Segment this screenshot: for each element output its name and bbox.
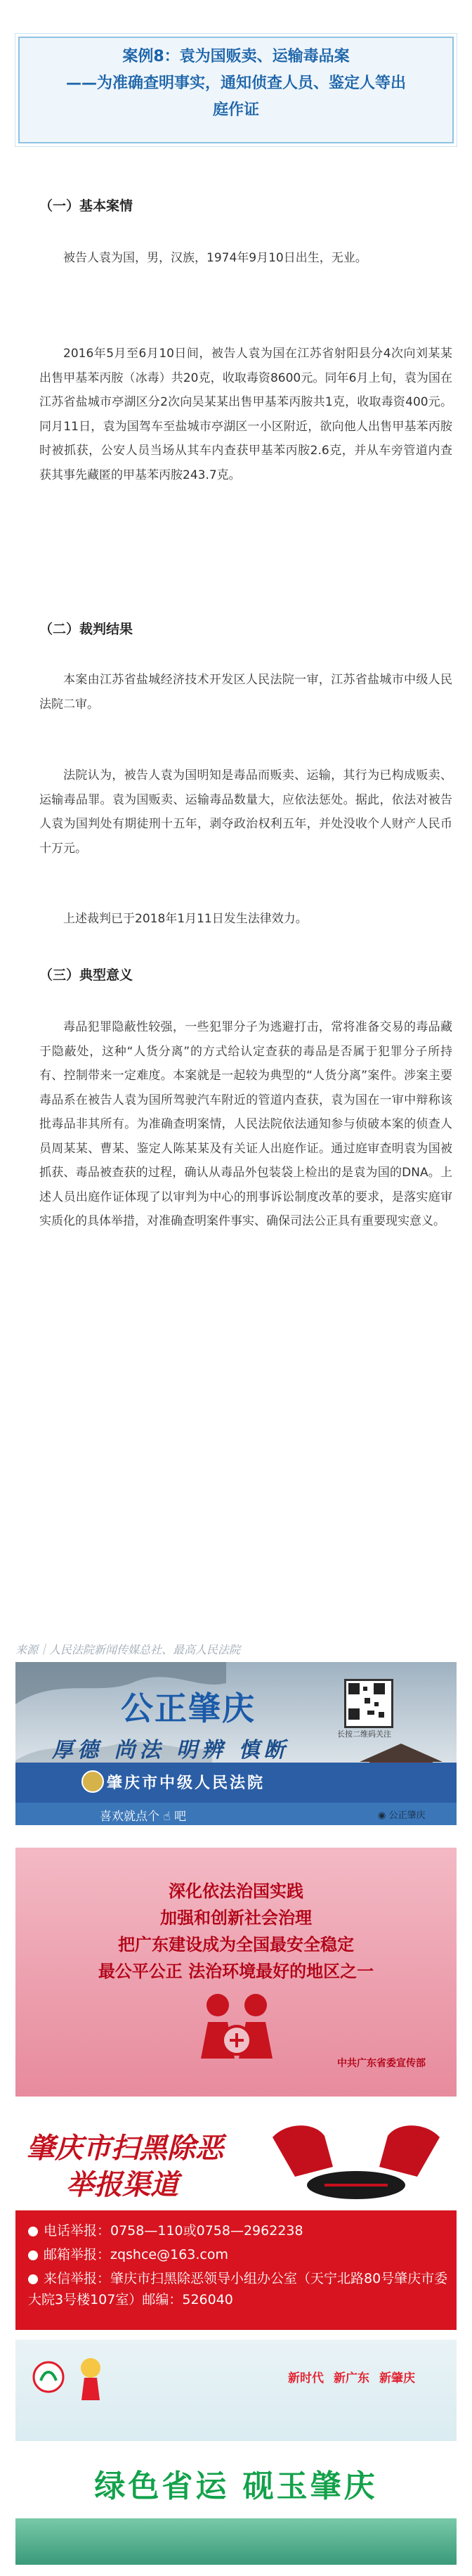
slogan-line-4: 最公平公正 法治环境最好的地区之一 xyxy=(98,1962,374,1981)
phone-report-text: 电话举报：0758—110或0758—2962238 xyxy=(44,2223,303,2239)
email-icon xyxy=(28,2250,38,2260)
section-heading-significance: （三）典型意义 xyxy=(39,967,133,983)
provincial-games-banner[interactable] xyxy=(15,2340,457,2565)
envelope-icon xyxy=(28,2274,38,2284)
article-subtitle-line2: 庭作证 xyxy=(212,101,259,119)
rule-of-law-poster[interactable] xyxy=(15,1848,457,2097)
account-handle-text: 公正肇庆 xyxy=(388,1810,426,1821)
article-title-box xyxy=(18,37,454,143)
anti-crime-report-banner[interactable] xyxy=(15,2111,457,2330)
phone-icon xyxy=(28,2227,38,2236)
section-heading-facts: （一）基本案情 xyxy=(39,198,133,214)
article-source: 来源｜人民法院新闻传媒总社、最高人民法院 xyxy=(15,1643,241,1656)
tag-new-guangdong: 新广东 xyxy=(334,2371,369,2385)
thumbs-up-icon: ☝ xyxy=(163,1810,171,1824)
court-emblem-icon xyxy=(81,1770,104,1793)
papercut-figures-icon xyxy=(177,1985,296,2061)
paragraph-facts: 2016年5月至6月10日间，被告人袁为国在江苏省射阳县分4次向刘某某出售甲基苯丙胺（冰毒）共20克，收取毒资8600元。同年6月上旬，袁为国在江苏省盐城市亭湖区分2次向吴某某出售甲基苯丙胺共1克，收取毒资400元。同月11日，袁为国驾车至盐城市亭湖区一小区附近，欲向他人出售甲基苯丙胺时被抓获，公安人员当场从其车内查获甲基苯丙胺2.6克，并从车旁管道内查获其事先藏匿的甲基苯丙胺243.7克。 xyxy=(39,347,453,482)
court-promo-banner[interactable] xyxy=(15,1662,457,1825)
report-subtitle: 举报渠道 xyxy=(66,2169,178,2201)
mail-report-text: 来信举报：肇庆市扫黑除恶领导小组办公室（天宁北路80号肇庆市委大院3号楼107室）邮编：526040 xyxy=(28,2271,448,2307)
email-report-text: 邮箱举报：zqshce@163.com xyxy=(44,2247,228,2262)
footer-landscape xyxy=(15,2518,457,2565)
wechat-icon: ◉ xyxy=(378,1810,386,1821)
email-report-row[interactable] xyxy=(28,2244,228,2263)
mail-report-row xyxy=(28,2268,450,2310)
account-handle xyxy=(378,1808,426,1821)
slogan-line-1: 深化依法治国实践 xyxy=(169,1881,303,1901)
qr-code-icon[interactable] xyxy=(344,1679,393,1728)
section-heading-ruling: （二）裁判结果 xyxy=(39,622,133,637)
like-prompt-text: 喜欢就点个 xyxy=(100,1810,159,1824)
slogan-line-2: 加强和创新社会治理 xyxy=(160,1908,312,1928)
article-subtitle-line1: ——为准确查明事实，通知侦查人员、鉴定人等出 xyxy=(65,75,406,92)
like-prompt[interactable] xyxy=(100,1806,186,1824)
issuing-department: 中共广东省委宣传部 xyxy=(337,2058,426,2069)
report-title: 肇庆市扫黑除恶 xyxy=(27,2132,223,2165)
games-slogan: 绿色省运 砚玉肇庆 xyxy=(94,2468,378,2504)
article-title: 案例8：袁为国贩卖、运输毒品案 xyxy=(122,48,350,65)
qr-caption: 长按二维码关注 xyxy=(337,1730,391,1739)
paragraph-defendant: 被告人袁为国，男，汉族，1974年9月10日出生，无业。 xyxy=(63,251,367,265)
paragraph-significance: 毒品犯罪隐蔽性较强，一些犯罪分子为逃避打击，常将准备交易的毒品藏于隐蔽处，这种“人货分离”的方式给认定查获的毒品是否属于犯罪分子所持有、控制带来一定难度。本案就是一起较为典型的“人货分离”案件。涉案主要毒品系在被告人袁为国所驾驶汽车附近的管道内查获，袁为国在一审中辩称该批毒品非其所有。为准确查明案情，人民法院依法通知参与侦破本案的侦查人员周某某、曹某、鉴定人陈某某及有关证人出庭作证。通过庭审查明袁为国被抓获、毒品被查获的过程，确认从毒品外包装袋上检出的是袁为国的DNA。上述人员出庭作证体现了以审判为中心的刑事诉讼制度改革的要求，是落实庭审实质化的具体举措，对准确查明案件事实、确保司法公正具有重要现实意义。 xyxy=(39,1020,452,1228)
banner-motto: 厚德 尚法 明辨 慎断 xyxy=(52,1738,289,1763)
banner-title: 公正肇庆 xyxy=(121,1689,256,1727)
paragraph-trial-courts: 本案由江苏省盐城经济技术开发区人民法院一审，江苏省盐城市中级人民法院二审。 xyxy=(39,673,452,711)
tag-new-era: 新时代 xyxy=(288,2371,324,2385)
phone-report-row[interactable] xyxy=(28,2220,303,2239)
paragraph-court-opinion: 法院认为，被告人袁为国明知是毒品而贩卖、运输，其行为已构成贩卖、运输毒品罪。袁为国贩卖、运输毒品数量大，应依法惩处。据此，依法对被告人袁为国判处有期徒刑十五年，剥夺政治权利五年，并处没收个人财产人民币十万元。 xyxy=(39,768,452,856)
banner-tags xyxy=(288,2368,425,2385)
mascot-icon xyxy=(72,2355,110,2402)
crushing-fists-icon xyxy=(266,2118,447,2202)
court-name: 肇庆市中级人民法院 xyxy=(107,1775,266,1792)
paragraph-effective-date: 上述裁判已于2018年1月11日发生法律效力。 xyxy=(63,912,308,926)
like-prompt-suffix: 吧 xyxy=(174,1810,187,1824)
tag-new-zhaoqing: 新肇庆 xyxy=(379,2371,415,2385)
slogan-line-3: 把广东建设成为全国最安全稳定 xyxy=(118,1935,354,1954)
games-logo-icon xyxy=(32,2361,65,2393)
